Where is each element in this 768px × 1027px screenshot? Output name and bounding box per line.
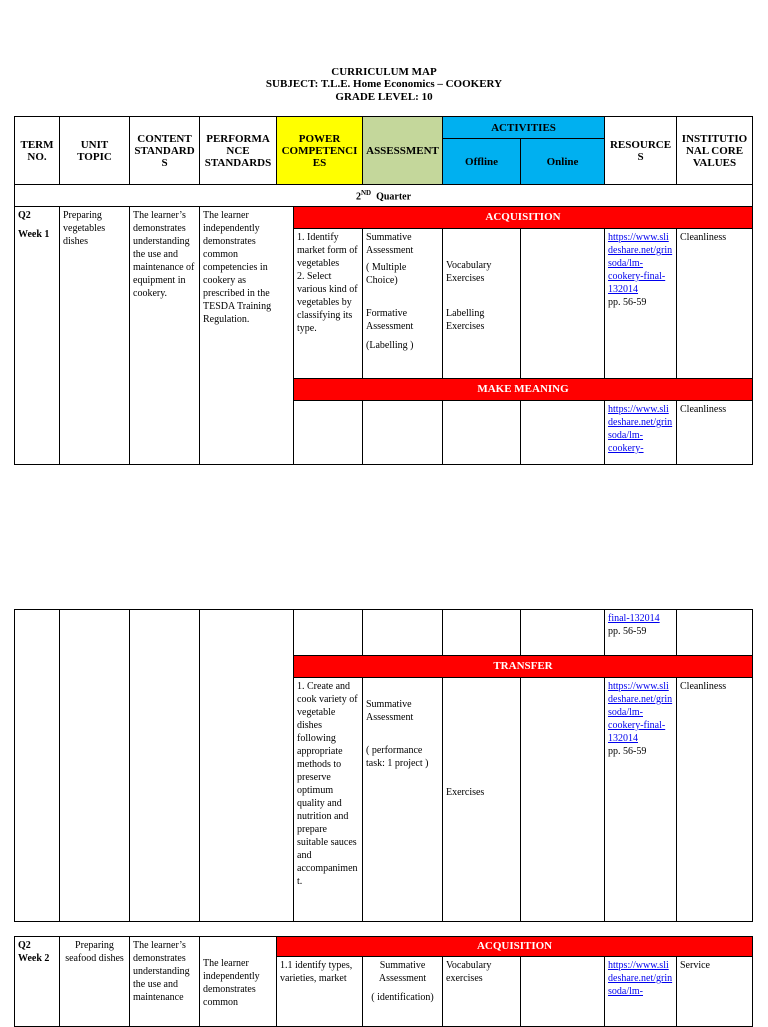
doc-subject: SUBJECT: T.L.E. Home Economics – COOKERY xyxy=(265,78,503,90)
resource-link-mm[interactable]: https://www.slideshare.net/grinsoda/lm-cookery- xyxy=(608,404,673,454)
make-meaning-banner: MAKE MEANING xyxy=(294,379,753,401)
week2-assessment xyxy=(363,957,443,1027)
week1-comp2: 2. Select various kind of vegetables by classifying its type. xyxy=(297,271,358,334)
quarter-sup: ND xyxy=(360,189,372,197)
col-term: TERM NO. xyxy=(15,117,60,185)
col-unit: UNIT TOPIC xyxy=(60,117,130,185)
week2-online xyxy=(521,957,605,1027)
resource-pages-cont: pp. 56-59 xyxy=(608,626,647,637)
col-online: Online xyxy=(521,139,605,185)
week1-assess4: (Labelling ) xyxy=(366,340,414,351)
week2-value: Service xyxy=(677,957,753,1027)
week1-content: The learner’s demonstrates understanding the use and maintenance of equipment in cookery. xyxy=(130,207,200,465)
transfer-assessment xyxy=(363,678,443,922)
transfer-competencies: 1. Create and cook variety of vegetable dishes following appropriate methods to preserve optimum quality and nutrition and prepare suitable sauces and accompaniment. xyxy=(294,678,363,922)
quarter-row xyxy=(15,185,753,207)
p2-mm-resources xyxy=(605,610,677,656)
week1-assess3: Formative Assessment xyxy=(366,308,414,332)
resource-pages: pp. 56-59 xyxy=(608,297,647,308)
curriculum-table-week2 xyxy=(14,936,753,1027)
week1-offline xyxy=(443,229,521,379)
p2-mm-offline xyxy=(443,610,521,656)
week1-term xyxy=(15,207,60,465)
week2-content: The learner’s demonstrates understanding the use and maintenance xyxy=(130,937,200,1027)
week1-unit: Preparing vegetables dishes xyxy=(60,207,130,465)
col-resources: RESOURCES xyxy=(605,117,677,185)
week2-performance-text: The learner independently demonstrates common xyxy=(203,958,260,1008)
p2-content xyxy=(130,610,200,922)
week1-offline2: Labelling Exercises xyxy=(446,308,485,332)
doc-grade: GRADE LEVEL: 10 xyxy=(335,91,433,103)
p2-performance xyxy=(200,610,294,922)
resource-link-week2[interactable]: https://www.slideshare.net/grinsoda/lm- xyxy=(608,960,673,997)
mm-assessment xyxy=(363,401,443,465)
mm-value: Cleanliness xyxy=(677,401,753,465)
curriculum-table-page1 xyxy=(14,116,753,465)
col-assessment: ASSESSMENT xyxy=(363,117,443,185)
week1-resources xyxy=(605,229,677,379)
week1-performance-text: The learner independently demonstrates common competencies in cookery as prescribed in the TESDA Training Regulation. xyxy=(203,210,272,325)
week2-performance xyxy=(200,937,277,1027)
resource-link[interactable]: https://www.slideshare.net/grinsoda/lm-cookery-final-132014 xyxy=(608,232,673,295)
mm-competencies xyxy=(294,401,363,465)
p2-mm-assess xyxy=(363,610,443,656)
week2-competencies: 1.1 identify types, varieties, market xyxy=(277,957,363,1027)
week1-value: Cleanliness xyxy=(677,229,753,379)
quarter-num: 2 xyxy=(355,191,361,203)
week1-competencies xyxy=(294,229,363,379)
doc-title: CURRICULUM MAP xyxy=(331,66,437,78)
transfer-resources xyxy=(605,678,677,922)
week1-assessment xyxy=(363,229,443,379)
col-offline: Offline xyxy=(443,139,521,185)
resource-pages-transfer: pp. 56-59 xyxy=(608,746,647,757)
acquisition-banner: ACQUISITION xyxy=(294,207,753,229)
week1-offline1: Vocabulary Exercises xyxy=(446,260,492,284)
transfer-value: Cleanliness xyxy=(677,678,753,922)
curriculum-table-page2 xyxy=(14,609,753,922)
transfer-online xyxy=(521,678,605,922)
col-values: INSTITUTIONAL CORE VALUES xyxy=(677,117,753,185)
col-performance: PERFORMANCE STANDARDS xyxy=(200,117,277,185)
week2-assess1: Summative Assessment xyxy=(378,960,427,984)
week2-unit: Preparing seafood dishes xyxy=(60,937,130,1027)
quarter-label: Quarter xyxy=(376,191,412,203)
transfer-assess1: Summative Assessment xyxy=(366,699,414,723)
transfer-assess2: ( performance task: 1 project ) xyxy=(366,745,429,769)
acquisition-banner-week2: ACQUISITION xyxy=(277,937,753,957)
mm-offline xyxy=(443,401,521,465)
week2-resources xyxy=(605,957,677,1027)
p2-term xyxy=(15,610,60,922)
week2-term xyxy=(15,937,60,1027)
week2-offline: Vocabulary exercises xyxy=(443,957,521,1027)
resource-link-transfer[interactable]: https://www.slideshare.net/grinsoda/lm-cookery-final-132014 xyxy=(608,681,673,744)
week1-term-w: Week 1 xyxy=(18,229,50,240)
resource-link-cont[interactable]: final-132014 xyxy=(608,613,660,624)
p2-mm-comp xyxy=(294,610,363,656)
week2-assess2: ( identification) xyxy=(371,992,434,1003)
week1-comp1: 1. Identify market form of vegetables xyxy=(297,232,358,269)
p2-unit xyxy=(60,610,130,922)
col-activities: ACTIVITIES xyxy=(443,117,605,139)
transfer-banner: TRANSFER xyxy=(294,656,753,678)
mm-online xyxy=(521,401,605,465)
week1-assess2: ( Multiple Choice) xyxy=(366,262,407,286)
week1-term-q: Q2 xyxy=(18,210,31,221)
transfer-offline xyxy=(443,678,521,922)
week1-performance xyxy=(200,207,294,465)
col-content: CONTENT STANDARDS xyxy=(130,117,200,185)
week1-assess1: Summative Assessment xyxy=(366,232,414,256)
week2-term-q: Q2 xyxy=(18,940,31,951)
p2-mm-online xyxy=(521,610,605,656)
week1-online xyxy=(521,229,605,379)
week2-term-w: Week 2 xyxy=(18,953,50,964)
col-power: POWER COMPETENCIES xyxy=(277,117,363,185)
mm-resources xyxy=(605,401,677,465)
transfer-offline1: Exercises xyxy=(446,787,485,798)
p2-mm-value xyxy=(677,610,753,656)
